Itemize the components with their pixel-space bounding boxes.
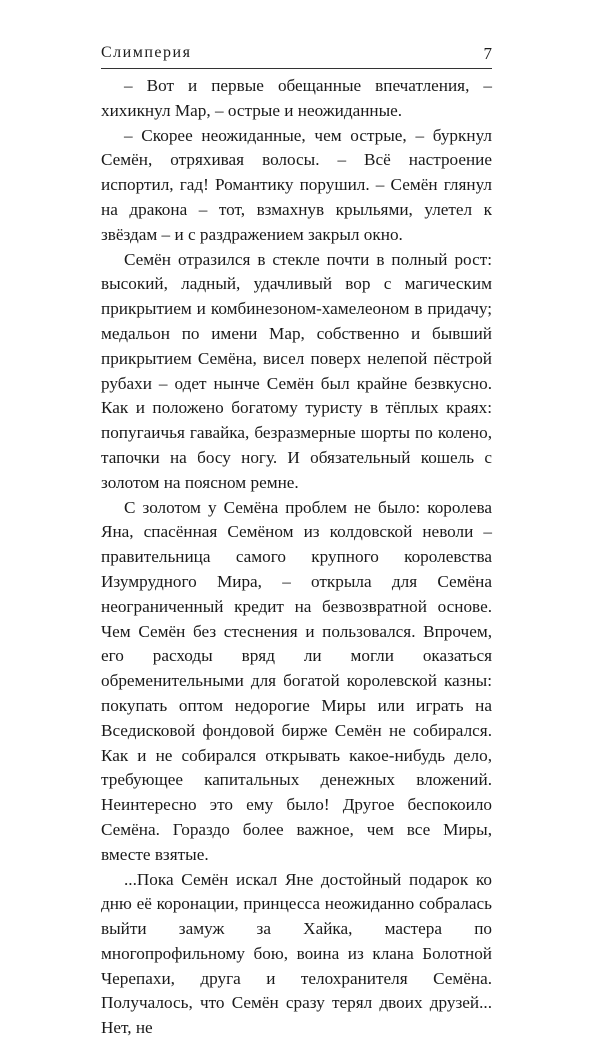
- running-title: Слимперия: [101, 44, 191, 62]
- paragraph: – Скорее неожиданные, чем острые, – буркнул Семён, отряхивая волосы. – Всё настроение испортил, гад! Романтику порушил. – Семён глянул на дракона – тот, взмахнув крыльями, улетел к звёздам – и с раздражением закрыл окно.: [101, 124, 492, 248]
- page-header: [101, 44, 492, 69]
- paragraph: ...Пока Семён искал Яне достойный подарок ко дню её коронации, принцесса неожиданно собралась выйти замуж за Хайка, мастера по многопрофильному бою, воина из клана Болотной Черепахи, друга и телохранителя Семёна. Получалось, что Семён сразу терял двоих друзей... Нет, не: [101, 868, 492, 1041]
- paragraph: – Вот и первые обещанные впечатления, – хихикнул Мар, – острые и неожиданные.: [101, 74, 492, 124]
- paragraph: С золотом у Семёна проблем не было: королева Яна, спасённая Семёном из колдовской неволи – правительница самого крупного королевства Изумрудного Мира, – открыла для Семёна неограниченный кредит на безвозвратной основе. Чем Семён без стеснения и пользовался. Впрочем, его расходы вряд ли могли оказаться обременительными для богатой королевской казны: покупать оптом недорогие Миры или играть на Вседисковой фондовой бирже Семён не собирался. Как и не собирался открывать какое-нибудь дело, требующее капитальных денежных вложений. Неинтересно это ему было! Другое беспокоило Семёна. Гораздо более важное, чем все Миры, вместе взятые.: [101, 496, 492, 868]
- paragraph: Семён отразился в стекле почти в полный рост: высокий, ладный, удачливый вор с магическим прикрытием и комбинезоном-хамелеоном в придачу; медальон по имени Мар, собственно и бывший прикрытием Семёна, висел поверх нелепой пёстрой рубахи – одет нынче Семён был крайне безвкусно. Как и положено богатому туристу в тёплых краях: попугаичья гавайка, безразмерные шорты по колено, тапочки на босу ногу. И обязательный кошель с золотом на поясном ремне.: [101, 248, 492, 496]
- page-number: 7: [484, 44, 493, 64]
- body-text: [101, 74, 492, 1041]
